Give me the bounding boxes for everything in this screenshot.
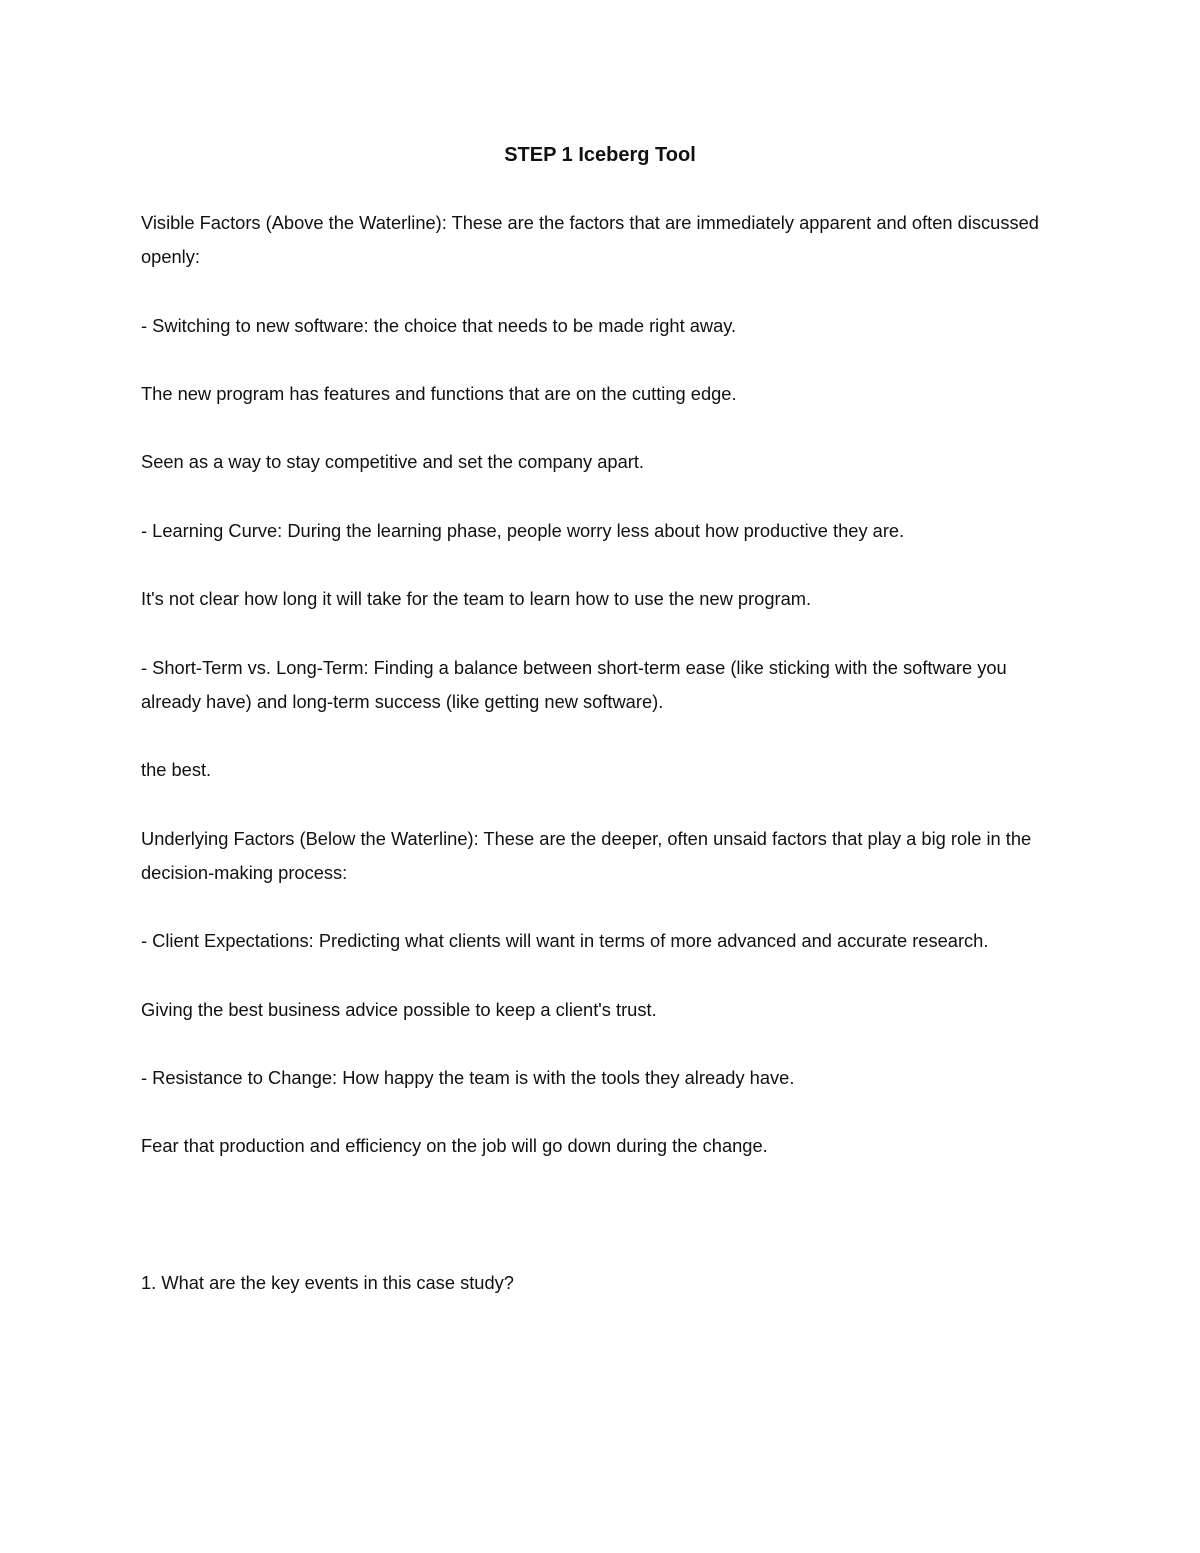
paragraph-the-best: the best. — [141, 759, 212, 781]
paragraph-short-vs-long-term: - Short-Term vs. Long-Term: Finding a balance between short-term ease (like sticking with the software you already have) and long-term success (like getting new software). — [141, 656, 1007, 712]
question-key-events: 1. What are the key events in this case study? — [141, 1272, 514, 1294]
paragraph-client-trust: Giving the best business advice possible to keep a client's trust. — [141, 998, 657, 1020]
paragraph-stay-competitive: Seen as a way to stay competitive and set the company apart. — [141, 451, 645, 473]
paragraph-switching-software: - Switching to new software: the choice that needs to be made right away. — [141, 314, 737, 336]
document-title: STEP 1 Iceberg Tool — [504, 144, 696, 166]
paragraph-underlying-factors: Underlying Factors (Below the Waterline): These are the deeper, often unsaid factors that play a big role in the decision-making process: — [141, 827, 1032, 883]
paragraph-new-program-features: The new program has features and functions that are on the cutting edge. — [141, 382, 737, 404]
paragraph-learning-curve: - Learning Curve: During the learning phase, people worry less about how productive they are. — [141, 519, 905, 541]
paragraph-learning-time: It's not clear how long it will take for the team to learn how to use the new program. — [141, 588, 812, 610]
document-body — [141, 206, 1066, 1334]
paragraph-fear-of-decline: Fear that production and efficiency on the job will go down during the change. — [141, 1135, 768, 1157]
paragraph-client-expectations: - Client Expectations: Predicting what clients will want in terms of more advanced and accurate research. — [141, 930, 989, 952]
paragraph-resistance-to-change: - Resistance to Change: How happy the team is with the tools they already have. — [141, 1066, 795, 1088]
paragraph-visible-factors: Visible Factors (Above the Waterline): These are the factors that are immediately apparent and often discussed openly: — [141, 212, 1039, 268]
